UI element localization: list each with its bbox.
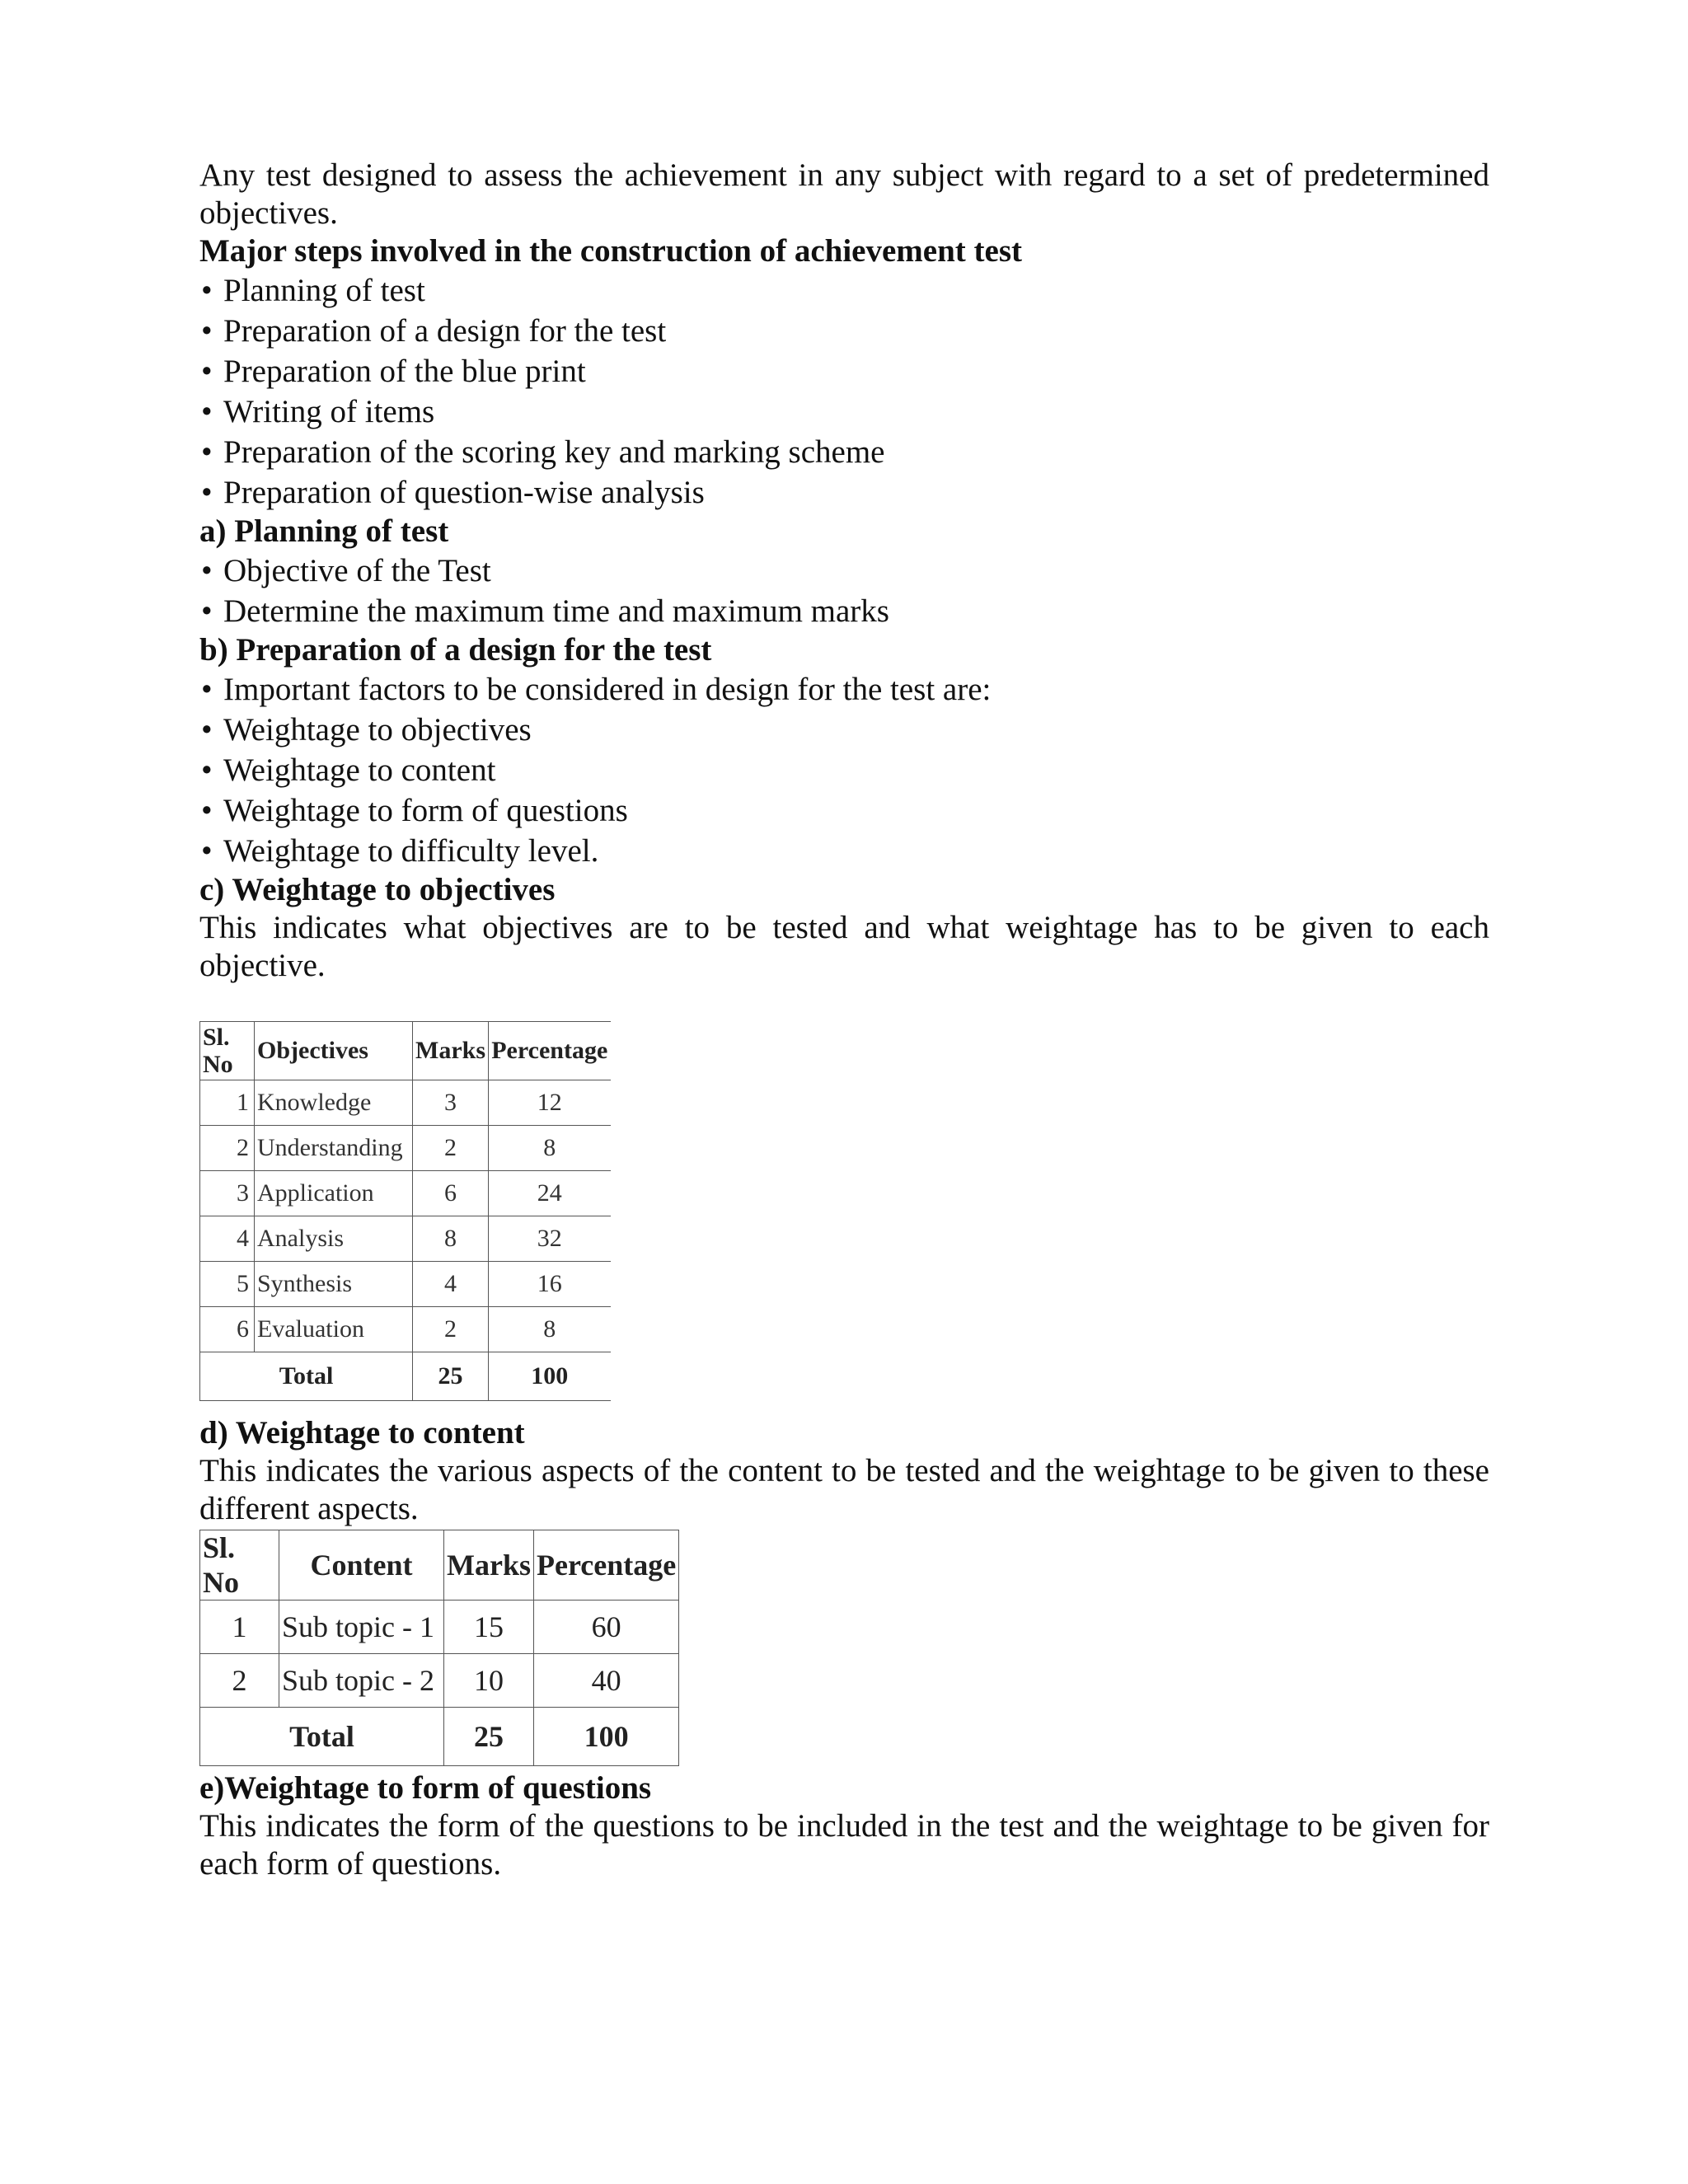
table-cell: 40 bbox=[534, 1654, 679, 1708]
table-cell: 4 bbox=[413, 1262, 489, 1307]
list-item: • Weightage to content bbox=[199, 750, 1489, 790]
list-item: • Important factors to be considered in design for the test are: bbox=[199, 669, 1489, 710]
section-c-heading: c) Weightage to objectives bbox=[199, 872, 556, 907]
list-item: • Preparation of the scoring key and marking scheme bbox=[199, 432, 1489, 472]
table-cell: 16 bbox=[489, 1262, 611, 1307]
list-item: • Preparation of the blue print bbox=[199, 351, 1489, 391]
table-total-row bbox=[200, 1352, 611, 1401]
bullet-icon: • bbox=[201, 313, 213, 349]
table-cell: 100 bbox=[534, 1708, 679, 1766]
intro-paragraph: Any test designed to assess the achievement in any subject with regard to a set of predetermined objectives. bbox=[199, 157, 1489, 231]
bullet-icon: • bbox=[201, 593, 213, 629]
table-cell: 32 bbox=[489, 1216, 611, 1262]
list-item: • Weightage to difficulty level. bbox=[199, 831, 1489, 871]
section-b-heading: b) Preparation of a design for the test bbox=[199, 632, 712, 668]
bullet-icon: • bbox=[201, 553, 213, 588]
table-cell: Sub topic - 2 bbox=[279, 1654, 444, 1708]
table-cell: Total bbox=[200, 1352, 413, 1401]
table-cell: 25 bbox=[413, 1352, 489, 1401]
table-row bbox=[200, 1171, 611, 1216]
table-cell: 8 bbox=[413, 1216, 489, 1262]
section-a-heading: a) Planning of test bbox=[199, 513, 449, 549]
list-item: • Preparation of question-wise analysis bbox=[199, 472, 1489, 513]
table-row bbox=[200, 1216, 611, 1262]
table-cell: 15 bbox=[444, 1601, 534, 1654]
bullet-icon: • bbox=[201, 434, 213, 470]
table-row bbox=[200, 1080, 611, 1126]
bullet-icon: • bbox=[201, 273, 213, 308]
bullet-icon: • bbox=[201, 833, 213, 869]
content-table bbox=[199, 1530, 679, 1766]
table-cell: 3 bbox=[200, 1171, 255, 1216]
bullet-icon: • bbox=[201, 672, 213, 707]
column-header: Sl. No bbox=[200, 1530, 279, 1601]
table-total-row bbox=[200, 1708, 679, 1766]
table-cell: Knowledge bbox=[255, 1080, 413, 1126]
table-cell: 1 bbox=[200, 1080, 255, 1126]
table-cell: Synthesis bbox=[255, 1262, 413, 1307]
table-cell: Analysis bbox=[255, 1216, 413, 1262]
table-cell: 24 bbox=[489, 1171, 611, 1216]
list-item: • Weightage to form of questions bbox=[199, 790, 1489, 831]
bullet-icon: • bbox=[201, 354, 213, 389]
table-row bbox=[200, 1654, 679, 1708]
table-cell: Evaluation bbox=[255, 1307, 413, 1352]
section-d-paragraph: This indicates the various aspects of the content to be tested and the weightage to be given to these different aspects. bbox=[199, 1453, 1489, 1526]
table-row bbox=[200, 1307, 611, 1352]
table-cell: 100 bbox=[489, 1352, 611, 1401]
list-item: • Writing of items bbox=[199, 391, 1489, 432]
bullet-icon: • bbox=[201, 475, 213, 510]
table-cell: Application bbox=[255, 1171, 413, 1216]
table-cell: 2 bbox=[413, 1307, 489, 1352]
column-header: Marks bbox=[444, 1530, 534, 1601]
bullet-icon: • bbox=[201, 752, 213, 788]
list-item: • Preparation of a design for the test bbox=[199, 311, 1489, 351]
section-a-list bbox=[199, 551, 1489, 631]
table-cell: 60 bbox=[534, 1601, 679, 1654]
table-cell: 3 bbox=[413, 1080, 489, 1126]
table-cell: 2 bbox=[200, 1654, 279, 1708]
column-header: Content bbox=[279, 1530, 444, 1601]
list-item: • Planning of test bbox=[199, 270, 1489, 311]
objectives-table bbox=[199, 1021, 611, 1401]
table-cell: 2 bbox=[413, 1126, 489, 1171]
section-d-heading: d) Weightage to content bbox=[199, 1415, 525, 1451]
table-cell: Sub topic - 1 bbox=[279, 1601, 444, 1654]
table-cell: 5 bbox=[200, 1262, 255, 1307]
table-cell: Total bbox=[200, 1708, 444, 1766]
table-cell: 4 bbox=[200, 1216, 255, 1262]
table-cell: 6 bbox=[200, 1307, 255, 1352]
table-cell: 25 bbox=[444, 1708, 534, 1766]
table-cell: Understanding bbox=[255, 1126, 413, 1171]
table-cell: 10 bbox=[444, 1654, 534, 1708]
bullet-icon: • bbox=[201, 712, 213, 748]
column-header: Objectives bbox=[255, 1022, 413, 1080]
column-header: Percentage bbox=[489, 1022, 611, 1080]
section-b-list bbox=[199, 669, 1489, 871]
table-cell: 2 bbox=[200, 1126, 255, 1171]
list-item: • Objective of the Test bbox=[199, 551, 1489, 591]
section-c-paragraph: This indicates what objectives are to be tested and what weightage has to be given to each objective. bbox=[199, 910, 1489, 983]
table-header-row bbox=[200, 1022, 611, 1080]
major-steps-heading: Major steps involved in the construction of achievement test bbox=[199, 233, 1022, 269]
column-header: Marks bbox=[413, 1022, 489, 1080]
document-page bbox=[199, 157, 1489, 1883]
table-header-row bbox=[200, 1530, 679, 1601]
table-cell: 1 bbox=[200, 1601, 279, 1654]
bullet-icon: • bbox=[201, 793, 213, 828]
column-header: Sl. No bbox=[200, 1022, 255, 1080]
list-item: • Weightage to objectives bbox=[199, 710, 1489, 750]
section-e-heading: e)Weightage to form of questions bbox=[199, 1770, 652, 1806]
table-cell: 12 bbox=[489, 1080, 611, 1126]
table-row bbox=[200, 1601, 679, 1654]
table-cell: 8 bbox=[489, 1307, 611, 1352]
table-row bbox=[200, 1262, 611, 1307]
list-item: • Determine the maximum time and maximum marks bbox=[199, 591, 1489, 631]
table-cell: 6 bbox=[413, 1171, 489, 1216]
table-cell: 8 bbox=[489, 1126, 611, 1171]
column-header: Percentage bbox=[534, 1530, 679, 1601]
table-row bbox=[200, 1126, 611, 1171]
bullet-icon: • bbox=[201, 394, 213, 429]
section-e-paragraph: This indicates the form of the questions to be included in the test and the weightage to be given for each form of questions. bbox=[199, 1808, 1489, 1882]
major-steps-list bbox=[199, 270, 1489, 513]
